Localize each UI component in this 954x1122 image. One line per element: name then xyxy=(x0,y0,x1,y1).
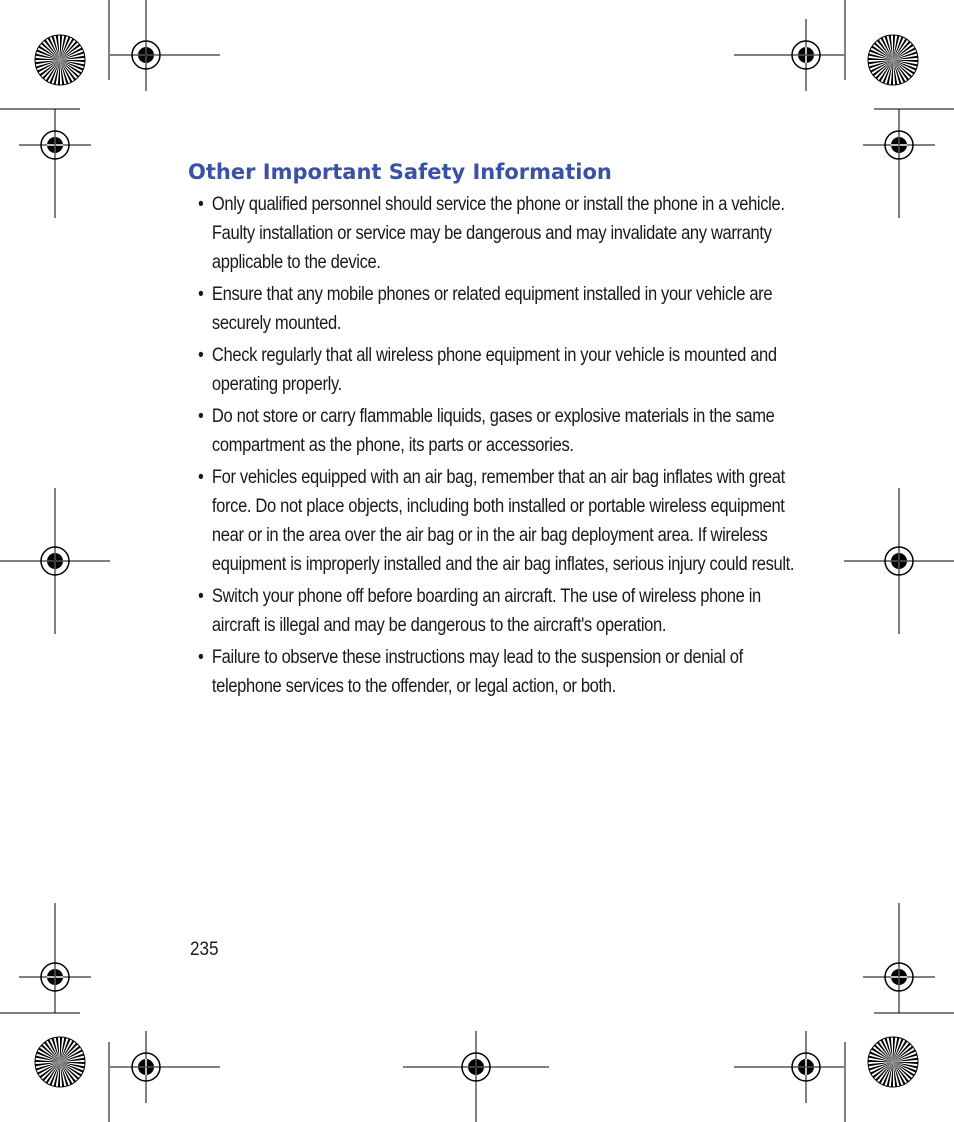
bullet-item-secure-mounting xyxy=(198,280,802,338)
bullet-item-flammable-materials xyxy=(198,402,802,460)
safety-bullet-list xyxy=(198,190,798,704)
bullet-text: Only qualified personnel should service the phone or install the phone in a vehicle. Faulty installation or service may be dangerous and may invalidate any warranty applicable to the device. xyxy=(211,194,785,273)
bullet-dot-icon: • xyxy=(198,467,204,488)
bullet-text: Check regularly that all wireless phone equipment in your vehicle is mounted and operating properly. xyxy=(211,345,777,395)
bullet-item-aircraft xyxy=(198,582,802,640)
bullet-text: Ensure that any mobile phones or related equipment installed in your vehicle are securely mounted. xyxy=(211,284,773,334)
bullet-item-failure-to-observe xyxy=(198,643,802,701)
section-title: Other Important Safety Information xyxy=(188,160,612,184)
bullet-dot-icon: • xyxy=(198,284,204,305)
bullet-dot-icon: • xyxy=(198,406,204,427)
starburst-target-icon xyxy=(868,35,918,85)
bullet-text: For vehicles equipped with an air bag, remember that an air bag inflates with great force. Do not place objects, including both installed or portable wireless equipment near or in the area over the air bag or in the air bag deployment area. If wireless equipment is improperly installed and the air bag inflates, serious injury could result. xyxy=(211,467,795,575)
bullet-item-air-bag xyxy=(198,463,802,579)
page-number: 235 xyxy=(190,939,219,960)
bullet-item-qualified-personnel xyxy=(198,190,802,277)
bullet-text: Do not store or carry flammable liquids, gases or explosive materials in the same compartment as the phone, its parts or accessories. xyxy=(211,406,775,456)
bullet-dot-icon: • xyxy=(198,194,204,215)
bullet-dot-icon: • xyxy=(198,586,204,607)
bullet-text: Failure to observe these instructions may lead to the suspension or denial of telephone services to the offender, or legal action, or both. xyxy=(211,647,743,697)
bullet-item-check-equipment xyxy=(198,341,802,399)
bullet-dot-icon: • xyxy=(198,647,204,668)
bullet-text: Switch your phone off before boarding an aircraft. The use of wireless phone in aircraft is illegal and may be dangerous to the aircraft's operation. xyxy=(211,586,761,636)
starburst-target-icon xyxy=(868,1037,918,1087)
bullet-dot-icon: • xyxy=(198,345,204,366)
starburst-target-icon xyxy=(35,1037,85,1087)
starburst-target-icon xyxy=(35,35,85,85)
